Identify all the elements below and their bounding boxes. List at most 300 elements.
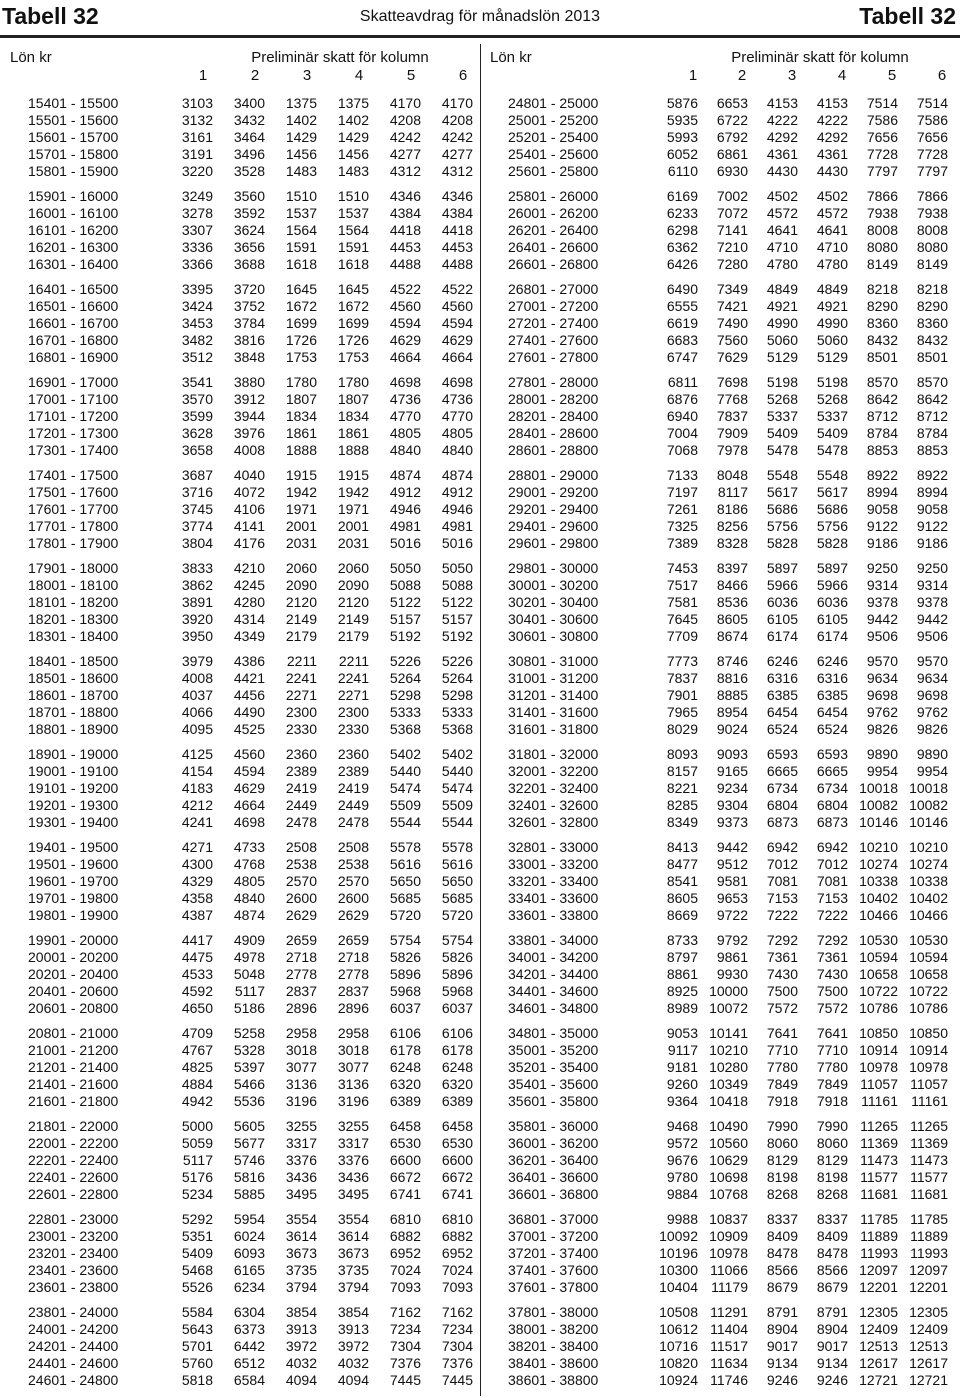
tax-col-3: 4032 [285,1355,317,1371]
tax-col-1: 6169 [666,188,698,204]
salary-range: 28201 - 28400 [508,408,599,424]
tax-col-5: 6952 [389,1245,421,1261]
tax-col-5: 10402 [859,890,898,906]
tax-col-1: 6555 [666,298,698,314]
tax-col-5: 8853 [866,442,898,458]
tax-col-4: 8268 [816,1186,848,1202]
table-row [10,873,480,890]
table-row [10,112,480,129]
tax-col-1: 4037 [181,687,213,703]
tax-col-2: 9234 [716,780,748,796]
tax-col-4: 2211 [338,653,369,669]
tax-col-4: 4641 [816,222,848,238]
tax-col-1: 3950 [181,628,213,644]
tax-col-6: 6320 [441,1076,473,1092]
row-group [490,188,960,273]
tax-col-2: 7349 [716,281,748,297]
salary-range: 15401 - 15500 [28,95,119,111]
tax-col-6: 9890 [916,746,948,762]
tax-col-3: 6105 [766,611,798,627]
tax-col-1: 8157 [666,763,698,779]
tax-col-1: 3891 [181,594,213,610]
tax-col-4: 3854 [337,1304,369,1320]
table-row [490,1093,960,1110]
tax-col-5: 4488 [389,256,421,272]
salary-range: 28801 - 29000 [508,467,599,483]
tax-col-4: 2120 [337,594,369,610]
table-row [10,966,480,983]
salary-range: 15601 - 15700 [28,129,119,145]
lon-kr-header: Lön kr [490,49,532,66]
salary-range: 24401 - 24600 [28,1355,119,1371]
tax-col-4: 5617 [816,484,848,500]
table-row [10,95,480,112]
tax-col-5: 5122 [389,594,421,610]
tax-col-2: 4210 [233,560,265,576]
salary-range: 29601 - 29800 [508,535,599,551]
tax-col-4: 1456 [337,146,369,162]
tax-col-5: 7445 [389,1372,421,1388]
tax-col-3: 7430 [766,966,798,982]
table-row [490,425,960,442]
tax-col-5: 9250 [866,560,898,576]
tax-col-2: 3560 [233,188,265,204]
table-row [490,1118,960,1135]
tax-col-6: 7445 [441,1372,473,1388]
tax-col-1: 8797 [666,949,698,965]
tax-col-6: 8149 [916,256,948,272]
table-row [490,1321,960,1338]
row-group [10,281,480,366]
salary-range: 32801 - 33000 [508,839,599,855]
tax-col-4: 6174 [816,628,848,644]
tax-col-4: 2241 [337,670,369,686]
tax-col-3: 7990 [766,1118,798,1134]
tax-col-2: 4733 [233,839,265,855]
tax-col-2: 6304 [233,1304,265,1320]
tax-col-2: 6512 [233,1355,265,1371]
table-right [490,47,960,1388]
salary-range: 25201 - 25400 [508,129,599,145]
row-group [10,932,480,1017]
tax-col-2: 5397 [233,1059,265,1075]
tax-col-6: 6882 [441,1228,473,1244]
column-number-header [490,67,960,87]
salary-range: 16501 - 16600 [28,298,119,314]
salary-range: 19101 - 19200 [28,780,119,796]
salary-range: 27001 - 27200 [508,298,599,314]
tax-col-5: 9506 [866,628,898,644]
tax-col-6: 4912 [441,484,473,500]
tax-col-4: 1971 [337,501,369,517]
salary-range: 17801 - 17900 [28,535,119,551]
salary-range: 15801 - 15900 [28,163,119,179]
row-group [10,1118,480,1203]
tax-col-2: 7072 [716,205,748,221]
salary-range: 26001 - 26200 [508,205,599,221]
salary-range: 35201 - 35400 [508,1059,599,1075]
tax-col-2: 10978 [709,1245,748,1261]
salary-range: 38201 - 38400 [508,1338,599,1354]
tax-col-3: 1861 [285,425,317,441]
tax-col-1: 3395 [181,281,213,297]
tax-col-1: 3862 [181,577,213,593]
tax-col-5: 5050 [389,560,421,576]
tax-col-3: 6385 [766,687,798,703]
tax-col-4: 6734 [816,780,848,796]
table-row [490,653,960,670]
tax-col-3: 2300 [285,704,317,720]
tax-col-1: 5000 [181,1118,213,1134]
table-row [10,332,480,349]
tax-col-6: 10402 [909,890,948,906]
salary-range: 18901 - 19000 [28,746,119,762]
salary-range: 18201 - 18300 [28,611,119,627]
tax-col-1: 3161 [181,129,213,145]
tax-col-3: 6454 [766,704,798,720]
tax-col-2: 3624 [233,222,265,238]
salary-range: 22201 - 22400 [28,1152,119,1168]
table-row [490,1059,960,1076]
tax-col-2: 5117 [234,983,265,999]
table-row [490,222,960,239]
salary-range: 18801 - 18900 [28,721,119,737]
salary-range: 16601 - 16700 [28,315,119,331]
tax-col-2: 4664 [233,797,265,813]
tax-col-3: 4710 [766,239,798,255]
tax-col-5: 4208 [389,112,421,128]
table-row [10,467,480,484]
tax-col-4: 2570 [337,873,369,889]
tax-col-3: 1618 [285,256,317,272]
table-row [10,1211,480,1228]
tax-col-3: 1564 [285,222,317,238]
tax-col-1: 6426 [666,256,698,272]
tax-col-1: 10092 [659,1228,698,1244]
tax-col-6: 6952 [441,1245,473,1261]
tax-col-3: 5548 [766,467,798,483]
salary-range: 24601 - 24800 [28,1372,119,1388]
tax-col-2: 9722 [716,907,748,923]
table-row [10,1135,480,1152]
table-row [490,467,960,484]
table-row [10,856,480,873]
table-row [490,814,960,831]
page-title-right: Tabell 32 [859,3,956,29]
tax-col-4: 1591 [337,239,369,255]
salary-range: 38601 - 38800 [508,1372,599,1388]
tax-col-5: 12409 [859,1321,898,1337]
tax-col-2: 10280 [709,1059,748,1075]
salary-range: 36001 - 36200 [508,1135,599,1151]
salary-range: 18401 - 18500 [28,653,119,669]
tax-col-1: 6362 [666,239,698,255]
salary-range: 33201 - 33400 [508,873,599,889]
tax-col-2: 6373 [233,1321,265,1337]
tax-col-2: 6584 [233,1372,265,1388]
tax-col-4: 2419 [337,780,369,796]
tax-col-2: 11179 [711,1279,748,1295]
tax-col-6: 5298 [441,687,473,703]
tax-col-4: 8198 [816,1169,848,1185]
tax-col-5: 8712 [866,408,898,424]
tax-col-6: 6389 [441,1093,473,1109]
tax-col-6: 4874 [441,467,473,483]
table-row [490,1000,960,1017]
tax-col-3: 3077 [285,1059,317,1075]
table-row [10,188,480,205]
tax-col-5: 4736 [389,391,421,407]
salary-range: 34201 - 34400 [508,966,599,982]
tax-col-4: 8791 [816,1304,848,1320]
tax-col-6: 4277 [441,146,473,162]
tax-col-3: 8478 [766,1245,798,1261]
col-header-4: 4 [837,67,847,84]
tax-col-5: 10594 [859,949,898,965]
tax-col-4: 1861 [337,425,369,441]
tax-col-4: 6036 [816,594,848,610]
tax-col-3: 2179 [285,628,317,644]
tax-col-4: 6316 [816,670,848,686]
tax-col-3: 8679 [766,1279,798,1295]
salary-range: 33601 - 33800 [508,907,599,923]
tax-col-5: 12305 [859,1304,898,1320]
tax-col-6: 10786 [909,1000,948,1016]
tax-col-1: 9181 [666,1059,698,1075]
salary-range: 31601 - 31800 [508,721,599,737]
tax-col-6: 5088 [441,577,473,593]
tax-col-2: 4805 [233,873,265,889]
tax-col-5: 9442 [866,611,898,627]
table-row [490,391,960,408]
rows-left [10,95,480,1397]
salary-range: 31801 - 32000 [508,746,599,762]
tax-col-3: 2001 [285,518,317,534]
salary-range: 15701 - 15800 [28,146,119,162]
tax-col-5: 6178 [389,1042,421,1058]
tax-col-2: 5048 [233,966,265,982]
tax-col-1: 5818 [181,1372,213,1388]
tax-col-3: 3673 [285,1245,317,1261]
table-row [10,1279,480,1296]
tax-col-1: 3336 [181,239,213,255]
tax-col-6: 4594 [441,315,473,331]
tax-col-1: 9117 [667,1042,698,1058]
tax-col-6: 4418 [441,222,473,238]
col-header-1: 1 [688,67,698,84]
tax-col-3: 6316 [766,670,798,686]
salary-range: 33801 - 34000 [508,932,599,948]
tax-col-2: 8885 [716,687,748,703]
salary-range: 18601 - 18700 [28,687,119,703]
tax-col-3: 7500 [766,983,798,999]
tax-col-1: 8349 [666,814,698,830]
tax-col-5: 5650 [389,873,421,889]
tax-col-6: 10274 [909,856,948,872]
tax-col-1: 4066 [181,704,213,720]
table-row [10,129,480,146]
tax-col-4: 3735 [337,1262,369,1278]
tax-col-5: 7234 [389,1321,421,1337]
tax-col-5: 10850 [859,1025,898,1041]
tax-col-6: 4736 [441,391,473,407]
tax-col-4: 7710 [816,1042,848,1058]
table-row [10,298,480,315]
tax-col-1: 4183 [181,780,213,796]
tax-col-1: 6298 [666,222,698,238]
tax-col-1: 8029 [666,721,698,737]
salary-range: 26801 - 27000 [508,281,599,297]
table-row [490,1076,960,1093]
tax-col-6: 7376 [441,1355,473,1371]
tax-col-3: 3735 [285,1262,317,1278]
tax-col-5: 10658 [859,966,898,982]
tax-col-1: 9053 [666,1025,698,1041]
tax-col-1: 4475 [181,949,213,965]
tax-col-4: 3673 [337,1245,369,1261]
table-row [10,1093,480,1110]
table-row [10,577,480,594]
table-row [10,1372,480,1389]
tax-col-2: 10560 [709,1135,748,1151]
tax-col-5: 9954 [866,763,898,779]
salary-range: 16101 - 16200 [28,222,119,238]
tax-col-6: 5896 [441,966,473,982]
tax-col-1: 3220 [181,163,213,179]
table-row [10,1262,480,1279]
tax-col-5: 5578 [389,839,421,855]
table-row [10,949,480,966]
tax-col-6: 4560 [441,298,473,314]
tax-col-5: 5896 [389,966,421,982]
tax-col-4: 3913 [337,1321,369,1337]
tax-col-1: 4329 [181,873,213,889]
tax-col-2: 4008 [233,442,265,458]
tax-col-2: 8674 [716,628,748,644]
table-row [490,349,960,366]
tax-col-6: 7866 [916,188,948,204]
table-row [10,1186,480,1203]
tax-col-5: 6106 [389,1025,421,1041]
salary-range: 16301 - 16400 [28,256,119,272]
table-row [10,704,480,721]
tax-col-6: 11057 [910,1076,948,1092]
tax-col-2: 6653 [716,95,748,111]
row-group [490,95,960,180]
table-row [10,222,480,239]
tax-col-6: 5754 [441,932,473,948]
tax-col-3: 3196 [285,1093,317,1109]
tax-col-2: 5536 [233,1093,265,1109]
salary-range: 15901 - 16000 [28,188,119,204]
tax-col-6: 4453 [441,239,473,255]
salary-range: 32601 - 32800 [508,814,599,830]
table-row [490,535,960,552]
tax-col-3: 1591 [285,239,317,255]
tax-col-5: 6320 [389,1076,421,1092]
salary-range: 32001 - 32200 [508,763,599,779]
tax-col-3: 3972 [285,1338,317,1354]
tax-col-4: 2538 [337,856,369,872]
tax-col-1: 6876 [666,391,698,407]
tax-col-2: 10141 [709,1025,748,1041]
tax-col-1: 9988 [666,1211,698,1227]
tax-col-3: 1456 [285,146,317,162]
tax-col-1: 3774 [181,518,213,534]
tax-col-6: 4242 [441,129,473,145]
tax-col-6: 12097 [909,1262,948,1278]
tax-col-2: 3752 [233,298,265,314]
tax-col-2: 6234 [233,1279,265,1295]
salary-range: 35401 - 35600 [508,1076,599,1092]
tax-col-2: 6024 [233,1228,265,1244]
tax-col-4: 4990 [816,315,848,331]
tax-col-4: 9134 [816,1355,848,1371]
tax-col-5: 11577 [860,1169,898,1185]
tax-col-6: 5720 [441,907,473,923]
tax-col-6: 9698 [916,687,948,703]
salary-range: 33001 - 33200 [508,856,599,872]
tax-col-3: 8129 [766,1152,798,1168]
row-group [10,560,480,645]
table-row [10,163,480,180]
table-row [490,239,960,256]
tax-col-6: 5333 [441,704,473,720]
salary-range: 37601 - 37800 [508,1279,599,1295]
table-row [490,721,960,738]
tax-col-3: 2211 [286,653,317,669]
tax-col-2: 10072 [709,1000,748,1016]
tax-col-2: 8328 [716,535,748,551]
tax-col-1: 4825 [181,1059,213,1075]
tax-col-6: 12721 [909,1372,948,1388]
tax-col-6: 12201 [909,1279,948,1295]
tax-col-1: 8413 [666,839,698,855]
tax-col-6: 11265 [910,1118,948,1134]
tax-col-5: 10338 [859,873,898,889]
tax-col-6: 5368 [441,721,473,737]
row-group [490,560,960,645]
tax-col-2: 5954 [233,1211,265,1227]
tax-col-5: 10146 [859,814,898,830]
tax-col-1: 9676 [666,1152,698,1168]
tax-col-6: 8642 [916,391,948,407]
tax-col-5: 8570 [866,374,898,390]
salary-range: 24801 - 25000 [508,95,599,111]
tax-col-6: 7656 [916,129,948,145]
tax-col-3: 2031 [285,535,317,551]
salary-range: 37401 - 37600 [508,1262,599,1278]
row-group [10,188,480,273]
tax-col-6: 8080 [916,239,948,255]
table-row [10,425,480,442]
tax-col-5: 11785 [860,1211,898,1227]
tax-col-6: 10082 [909,797,948,813]
tax-col-4: 6665 [816,763,848,779]
tax-col-5: 10978 [859,1059,898,1075]
table-row [490,205,960,222]
tax-col-3: 1834 [285,408,317,424]
tax-col-6: 4698 [441,374,473,390]
tax-col-5: 12721 [859,1372,898,1388]
tax-col-2: 3528 [233,163,265,179]
tax-col-4: 2179 [337,628,369,644]
tax-col-2: 3720 [233,281,265,297]
tax-col-4: 2449 [337,797,369,813]
tax-col-5: 10018 [859,780,898,796]
tax-col-6: 10594 [909,949,948,965]
tax-col-5: 11057 [860,1076,898,1092]
